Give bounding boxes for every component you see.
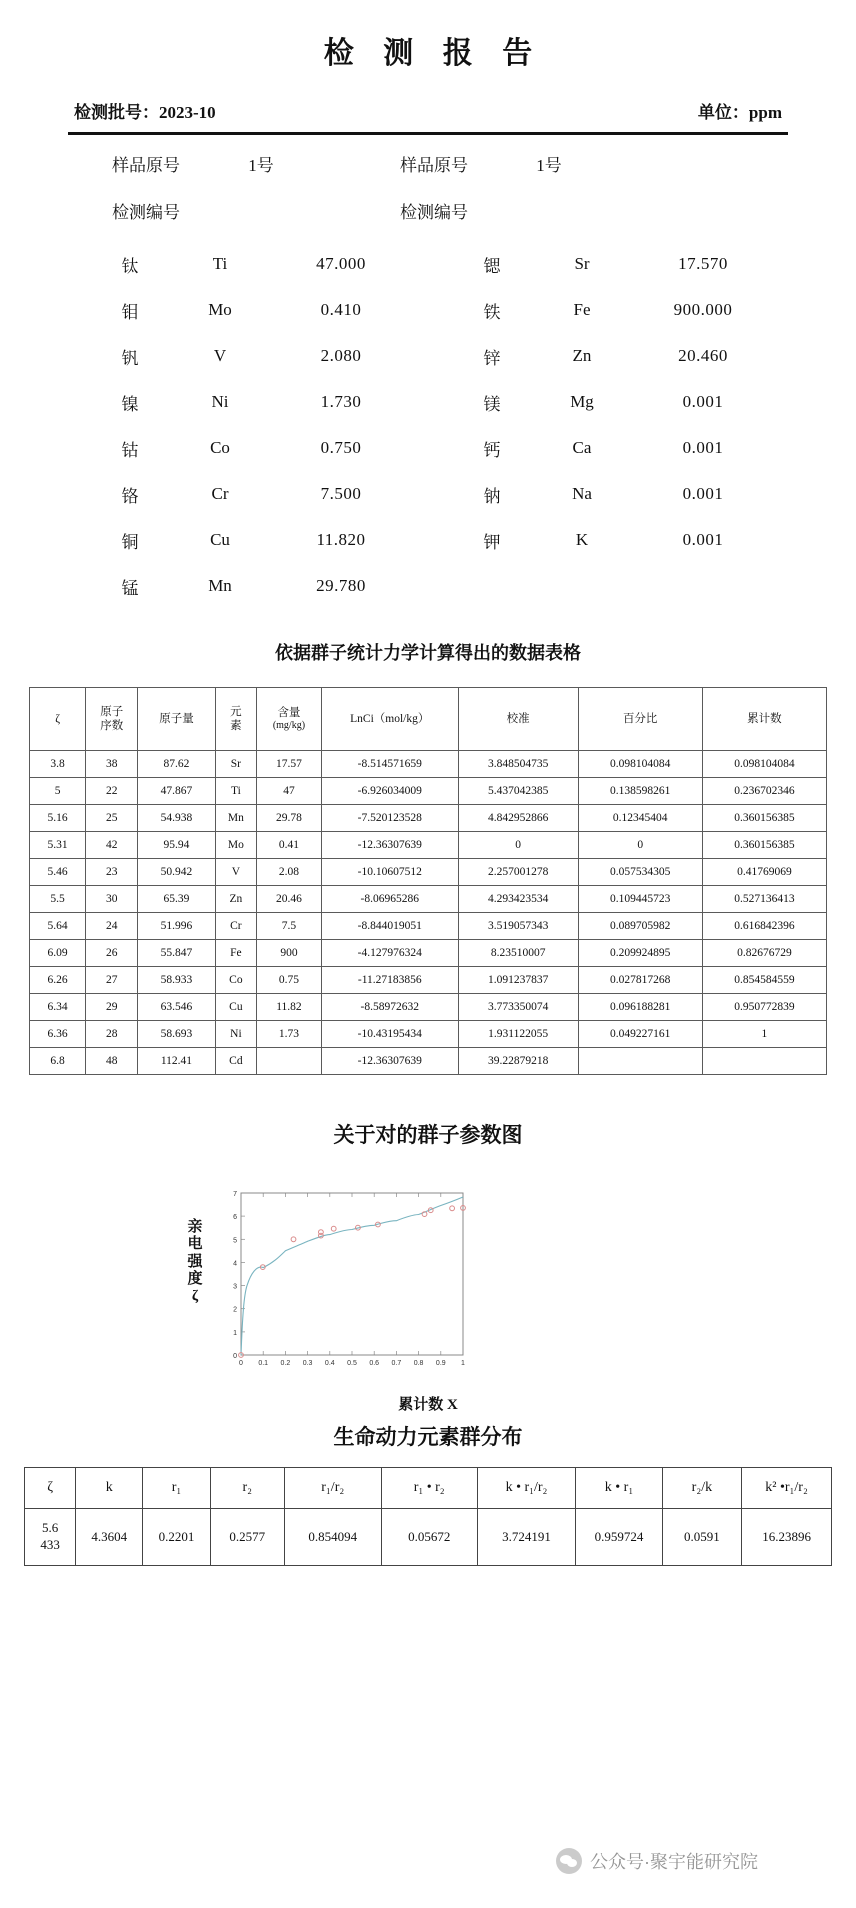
- wechat-icon: [556, 1848, 582, 1874]
- table-header-row: [30, 688, 827, 751]
- element-name-cn: 钙: [483, 440, 501, 460]
- svg-text:0.2: 0.2: [280, 1360, 291, 1367]
- cell-atomic-mass: 58.933: [138, 967, 215, 994]
- cell-content: 17.57: [257, 751, 322, 778]
- params-table-caption: 生命动力元素群分布: [333, 1425, 523, 1449]
- cell-cumulative: 0.236702346: [702, 778, 826, 805]
- cell-atomic-number: 30: [86, 886, 138, 913]
- cell-content: [257, 1048, 322, 1075]
- cell-element: Ti: [215, 778, 256, 805]
- element-symbol: Cr: [211, 484, 229, 503]
- svg-text:0.4: 0.4: [324, 1360, 335, 1367]
- cell-atomic-number: 24: [86, 913, 138, 940]
- statistical-data-table: [29, 687, 827, 1075]
- batch-label: 检测批号：: [74, 103, 159, 122]
- col-zeta: ζ: [25, 1468, 76, 1509]
- element-name-cn: 锌: [483, 348, 501, 368]
- element-symbol: Mg: [570, 392, 594, 411]
- cell-percentage: 0: [578, 832, 702, 859]
- unit-value: ppm: [748, 103, 782, 122]
- cell-zeta: 6.36: [30, 1021, 86, 1048]
- cell-calibration: 5.437042385: [458, 778, 578, 805]
- cell-content: 20.46: [257, 886, 322, 913]
- cell-calibration: 4.293423534: [458, 886, 578, 913]
- element-row: [0, 333, 856, 379]
- report-meta-row: [74, 98, 782, 123]
- element-row: [0, 379, 856, 425]
- cell-atomic-mass: 51.996: [138, 913, 215, 940]
- element-name-cn: 钒: [121, 348, 139, 368]
- cell-r1: 0.2201: [143, 1509, 210, 1566]
- cell-element: Mn: [215, 805, 256, 832]
- table-body: [30, 751, 827, 1075]
- cell-lnci: -12.36307639: [321, 832, 458, 859]
- chart-plot-area: [213, 1185, 473, 1385]
- col-content: 含量 (mg/kg): [257, 688, 322, 751]
- cell-cumulative: 0.854584559: [702, 967, 826, 994]
- cell-atomic-mass: 55.847: [138, 940, 215, 967]
- element-value: 29.780: [316, 576, 366, 595]
- table-row: [30, 1021, 827, 1048]
- cell-content: 11.82: [257, 994, 322, 1021]
- cell-calibration: 1.931122055: [458, 1021, 578, 1048]
- element-value: 0.410: [320, 300, 362, 319]
- cell-r2-div-k: 0.0591: [662, 1509, 741, 1566]
- table-row: [30, 886, 827, 913]
- cell-calibration: 3.773350074: [458, 994, 578, 1021]
- cell-calibration: 0: [458, 832, 578, 859]
- cell-cumulative: 0.616842396: [702, 913, 826, 940]
- element-symbol: Co: [210, 438, 230, 457]
- cell-percentage: 0.096188281: [578, 994, 702, 1021]
- cell-content: 1.73: [257, 1021, 322, 1048]
- cell-calibration: 4.842952866: [458, 805, 578, 832]
- cell-content: 0.75: [257, 967, 322, 994]
- table-row: [30, 994, 827, 1021]
- cell-r2: 0.2577: [210, 1509, 284, 1566]
- chart-y-ticks: [233, 1191, 237, 1360]
- element-value: 0.001: [682, 392, 724, 411]
- element-value: 20.460: [678, 346, 728, 365]
- cell-atomic-number: 26: [86, 940, 138, 967]
- svg-text:0.5: 0.5: [347, 1360, 357, 1367]
- svg-text:2: 2: [233, 1306, 237, 1314]
- cell-calibration: 3.519057343: [458, 913, 578, 940]
- col-atomic-mass: 原子量: [138, 688, 215, 751]
- element-row: [0, 425, 856, 471]
- element-row: [0, 471, 856, 517]
- col-r1-div-r2: r₁/r₂: [284, 1468, 381, 1509]
- cell-zeta: 5.16: [30, 805, 86, 832]
- cell-percentage: [578, 1048, 702, 1075]
- cell-calibration: 3.848504735: [458, 751, 578, 778]
- element-name-cn: 钛: [121, 256, 139, 276]
- cell-element: Sr: [215, 751, 256, 778]
- table-row: [30, 967, 827, 994]
- col-percentage: 百分比: [578, 688, 702, 751]
- cell-element: Fe: [215, 940, 256, 967]
- element-name-cn: 镁: [483, 394, 501, 414]
- svg-text:4: 4: [233, 1260, 237, 1268]
- right-sample-original-label: 样品原号: [400, 156, 468, 175]
- element-value: 900.000: [673, 300, 733, 319]
- svg-text:3: 3: [233, 1283, 237, 1291]
- cluster-parameter-chart: [0, 1185, 856, 1415]
- element-value: 0.001: [682, 530, 724, 549]
- cell-cumulative: 1: [702, 1021, 826, 1048]
- cell-percentage: 0.027817268: [578, 967, 702, 994]
- cell-lnci: -10.10607512: [321, 859, 458, 886]
- cell-atomic-mass: 95.94: [138, 832, 215, 859]
- cell-percentage: 0.138598261: [578, 778, 702, 805]
- cell-atomic-number: 42: [86, 832, 138, 859]
- element-value: 0.750: [320, 438, 362, 457]
- cell-zeta: 6.26: [30, 967, 86, 994]
- element-name-cn: 钴: [121, 440, 139, 460]
- col-zeta: ζ: [30, 688, 86, 751]
- element-name-cn: 铁: [483, 302, 501, 322]
- cell-element: Mo: [215, 832, 256, 859]
- cell-lnci: -4.127976324: [321, 940, 458, 967]
- cell-atomic-number: 22: [86, 778, 138, 805]
- element-value: 0.001: [682, 484, 724, 503]
- cell-atomic-number: 23: [86, 859, 138, 886]
- svg-text:7: 7: [233, 1191, 237, 1198]
- cell-zeta: 5: [30, 778, 86, 805]
- element-name-cn: 铬: [121, 486, 139, 506]
- sample-code-row: [0, 198, 856, 223]
- page-title: 检 测 报 告: [323, 37, 544, 70]
- batch-value: 2023-10: [159, 103, 216, 122]
- element-name-cn: 钾: [483, 532, 501, 552]
- element-name-cn: 镍: [121, 394, 139, 414]
- table-row: [30, 913, 827, 940]
- col-r1-mul-r2: r₁ • r₂: [381, 1468, 477, 1509]
- col-k-r1-div-r2: k • r₁/r₂: [477, 1468, 576, 1509]
- col-k: k: [76, 1468, 143, 1509]
- cell-content: 900: [257, 940, 322, 967]
- element-symbol: V: [213, 346, 227, 365]
- svg-text:0.8: 0.8: [413, 1360, 424, 1367]
- cell-lnci: -6.926034009: [321, 778, 458, 805]
- element-row: [0, 241, 856, 287]
- cell-r1-mul-r2: 0.05672: [381, 1509, 477, 1566]
- table-row: [30, 859, 827, 886]
- svg-text:0.1: 0.1: [258, 1360, 269, 1367]
- col-r1: r₁: [143, 1468, 210, 1509]
- cell-element: Cr: [215, 913, 256, 940]
- cell-content: 47: [257, 778, 322, 805]
- sample-original-row: [0, 151, 856, 176]
- cell-zeta: 5.64: [30, 913, 86, 940]
- cell-lnci: -8.514571659: [321, 751, 458, 778]
- unit-info: [698, 98, 782, 123]
- batch-number: [74, 98, 216, 123]
- cell-atomic-number: 28: [86, 1021, 138, 1048]
- table-row: [30, 778, 827, 805]
- cell-cumulative: [702, 1048, 826, 1075]
- cell-zeta: 3.8: [30, 751, 86, 778]
- cell-percentage: 0.109445723: [578, 886, 702, 913]
- cell-zeta: 6.34: [30, 994, 86, 1021]
- col-element: 元 素: [215, 688, 256, 751]
- cell-lnci: -8.844019051: [321, 913, 458, 940]
- chart-x-ticks: [239, 1360, 465, 1367]
- element-symbol: Sr: [574, 254, 590, 273]
- right-sample-original-value: 1号: [536, 156, 562, 175]
- col-r2: r₂: [210, 1468, 284, 1509]
- cell-atomic-number: 48: [86, 1048, 138, 1075]
- element-symbol: Ti: [212, 254, 228, 273]
- element-name-cn: 锰: [121, 578, 139, 598]
- cell-atomic-mass: 54.938: [138, 805, 215, 832]
- cell-zeta: 5.5: [30, 886, 86, 913]
- cell-atomic-mass: 87.62: [138, 751, 215, 778]
- left-sample-original-value: 1号: [248, 156, 274, 175]
- cell-atomic-mass: 50.942: [138, 859, 215, 886]
- cell-content: 0.41: [257, 832, 322, 859]
- cell-zeta: 6.09: [30, 940, 86, 967]
- col-cumulative: 累计数: [702, 688, 826, 751]
- cell-lnci: -12.36307639: [321, 1048, 458, 1075]
- cell-element: Cu: [215, 994, 256, 1021]
- cell-percentage: 0.049227161: [578, 1021, 702, 1048]
- cell-element: Cd: [215, 1048, 256, 1075]
- col-r2-div-k: r₂/k: [662, 1468, 741, 1509]
- table-row: [30, 940, 827, 967]
- svg-text:0.9: 0.9: [435, 1360, 446, 1367]
- element-value: 0.001: [682, 438, 724, 457]
- cell-zeta: 5.6 433: [25, 1509, 76, 1566]
- col-lnci: LnCi（mol/kg）: [321, 688, 458, 751]
- cell-calibration: 1.091237837: [458, 967, 578, 994]
- element-symbol: Ca: [572, 438, 592, 457]
- data-table-caption: 依据群子统计力学计算得出的数据表格: [275, 643, 581, 663]
- element-symbol: Mn: [208, 576, 232, 595]
- element-row: [0, 563, 856, 609]
- svg-text:0.6: 0.6: [369, 1360, 380, 1367]
- chart-caption: 关于对的群子参数图: [333, 1123, 523, 1147]
- cell-cumulative: 0.82676729: [702, 940, 826, 967]
- element-name-cn: 锶: [483, 256, 501, 276]
- table-row: [30, 751, 827, 778]
- col-k-r1: k • r₁: [576, 1468, 662, 1509]
- cell-percentage: 0.089705982: [578, 913, 702, 940]
- element-symbol: Cu: [210, 530, 230, 549]
- chart-y-axis-label: 亲 电 强 度 ζ: [187, 1219, 203, 1304]
- element-name-cn: 钠: [483, 486, 501, 506]
- table-row: [30, 805, 827, 832]
- header-divider: [68, 132, 788, 135]
- left-sample-original-label: 样品原号: [112, 156, 180, 175]
- cell-element: Ni: [215, 1021, 256, 1048]
- right-detect-code-label: 检测编号: [400, 203, 468, 222]
- svg-text:0.7: 0.7: [391, 1360, 402, 1367]
- cell-zeta: 5.46: [30, 859, 86, 886]
- cell-atomic-mass: 63.546: [138, 994, 215, 1021]
- element-value: 47.000: [316, 254, 366, 273]
- cell-percentage: 0.12345404: [578, 805, 702, 832]
- params-row: [25, 1509, 832, 1566]
- svg-text:5: 5: [233, 1237, 237, 1245]
- cell-lnci: -7.520123528: [321, 805, 458, 832]
- cell-percentage: 0.209924895: [578, 940, 702, 967]
- cell-zeta: 6.8: [30, 1048, 86, 1075]
- svg-text:1: 1: [461, 1360, 465, 1367]
- cell-element: Zn: [215, 886, 256, 913]
- element-symbol: Fe: [573, 300, 591, 319]
- cell-k: 4.3604: [76, 1509, 143, 1566]
- cell-atomic-mass: 112.41: [138, 1048, 215, 1075]
- cell-atomic-number: 27: [86, 967, 138, 994]
- cell-calibration: 39.22879218: [458, 1048, 578, 1075]
- cell-element: V: [215, 859, 256, 886]
- cell-calibration: 2.257001278: [458, 859, 578, 886]
- cell-cumulative: 0.360156385: [702, 832, 826, 859]
- col-k2-r1-div-r2: k² •r₁/r₂: [742, 1468, 832, 1509]
- cell-lnci: -10.43195434: [321, 1021, 458, 1048]
- cell-cumulative: 0.950772839: [702, 994, 826, 1021]
- cell-atomic-mass: 65.39: [138, 886, 215, 913]
- cell-zeta: 5.31: [30, 832, 86, 859]
- svg-text:6: 6: [233, 1214, 237, 1222]
- element-row: [0, 287, 856, 333]
- cell-lnci: -8.06965286: [321, 886, 458, 913]
- element-symbol: Ni: [211, 392, 229, 411]
- cell-content: 29.78: [257, 805, 322, 832]
- cell-k-r1: 0.959724: [576, 1509, 662, 1566]
- cell-atomic-number: 29: [86, 994, 138, 1021]
- table-row: [30, 832, 827, 859]
- cell-atomic-number: 38: [86, 751, 138, 778]
- element-value: 7.500: [320, 484, 362, 503]
- cell-lnci: -11.27183856: [321, 967, 458, 994]
- cell-k2-r1-div-r2: 16.23896: [742, 1509, 832, 1566]
- cell-content: 7.5: [257, 913, 322, 940]
- life-power-element-table: [24, 1467, 832, 1566]
- element-value: 17.570: [678, 254, 728, 273]
- element-symbol: Na: [572, 484, 592, 503]
- col-calibration: 校准: [458, 688, 578, 751]
- cell-cumulative: 0.41769069: [702, 859, 826, 886]
- cell-k-r1-div-r2: 3.724191: [477, 1509, 576, 1566]
- cell-percentage: 0.057534305: [578, 859, 702, 886]
- element-value: 1.730: [320, 392, 362, 411]
- element-value: 11.820: [316, 530, 366, 549]
- svg-text:0: 0: [239, 1360, 243, 1367]
- cell-r1-div-r2: 0.854094: [284, 1509, 381, 1566]
- table-row: [30, 1048, 827, 1075]
- unit-label: 单位：: [697, 103, 749, 122]
- cell-cumulative: 0.098104084: [702, 751, 826, 778]
- watermark: [556, 1848, 758, 1874]
- element-name-cn: 铜: [121, 532, 139, 552]
- cell-atomic-mass: 47.867: [138, 778, 215, 805]
- chart-x-axis-label: 累计数 X: [398, 1397, 458, 1413]
- cell-element: Co: [215, 967, 256, 994]
- watermark-text: 公众号·聚宇能研究院: [590, 1852, 758, 1872]
- params-header-row: [25, 1468, 832, 1509]
- element-symbol: K: [575, 530, 589, 549]
- svg-text:0: 0: [233, 1353, 237, 1360]
- left-detect-code-label: 检测编号: [112, 203, 180, 222]
- element-row: [0, 517, 856, 563]
- cell-atomic-mass: 58.693: [138, 1021, 215, 1048]
- cell-percentage: 0.098104084: [578, 751, 702, 778]
- element-symbol: Zn: [572, 346, 592, 365]
- element-symbol: Mo: [208, 300, 232, 319]
- element-value: 2.080: [320, 346, 362, 365]
- col-atomic-number: 原子 序数: [86, 688, 138, 751]
- cell-calibration: 8.23510007: [458, 940, 578, 967]
- svg-text:1: 1: [233, 1329, 237, 1337]
- cell-content: 2.08: [257, 859, 322, 886]
- cell-lnci: -8.58972632: [321, 994, 458, 1021]
- element-values-grid: [0, 241, 856, 609]
- element-name-cn: 钼: [121, 302, 139, 322]
- svg-text:0.3: 0.3: [302, 1360, 313, 1367]
- cell-cumulative: 0.360156385: [702, 805, 826, 832]
- cell-atomic-number: 25: [86, 805, 138, 832]
- cell-cumulative: 0.527136413: [702, 886, 826, 913]
